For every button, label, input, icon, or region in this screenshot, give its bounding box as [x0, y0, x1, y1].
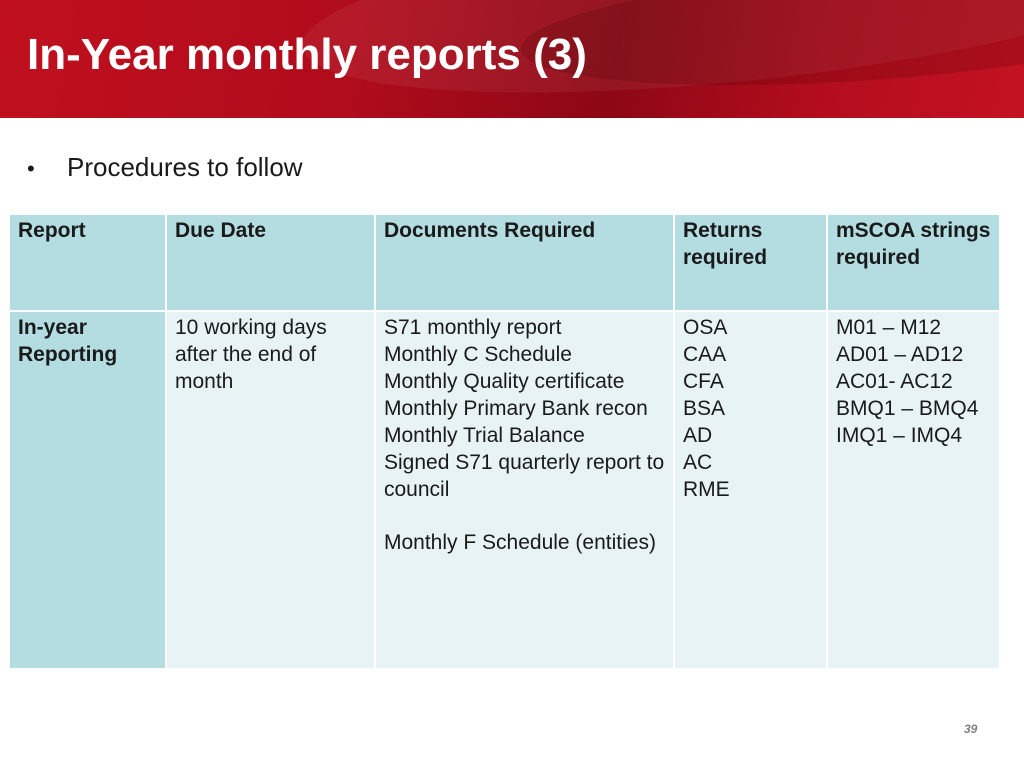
header-due-date: Due Date	[166, 214, 375, 311]
return-item: OSA	[683, 316, 728, 339]
mscoa-item: M01 – M12	[836, 316, 942, 339]
document-item: Monthly Primary Bank recon	[384, 397, 648, 420]
mscoa-item: AD01 – AD12	[836, 343, 964, 366]
cell-returns	[674, 311, 827, 669]
header-report: Report	[9, 214, 166, 311]
page-number: 39	[964, 722, 978, 736]
document-item: Monthly C Schedule	[384, 343, 572, 366]
cell-report: In-year Reporting	[9, 311, 166, 669]
mscoa-item: BMQ1 – BMQ4	[836, 397, 979, 420]
header-mscoa-strings: mSCOA strings required	[827, 214, 1000, 311]
cell-due-date: 10 working days after the end of month	[166, 311, 375, 669]
document-gap	[384, 503, 665, 529]
return-item: AC	[683, 451, 713, 474]
return-item: CAA	[683, 343, 727, 366]
mscoa-item: IMQ1 – IMQ4	[836, 424, 963, 447]
cell-mscoa	[827, 311, 1000, 669]
return-item: BSA	[683, 397, 726, 420]
document-item: Monthly F Schedule (entities)	[384, 531, 656, 554]
reports-table	[8, 213, 1001, 670]
intro-text: Procedures to follow	[67, 152, 303, 182]
cell-documents	[375, 311, 674, 669]
bullet-icon: •	[27, 156, 35, 181]
document-item: Monthly Quality certificate	[384, 370, 625, 393]
return-item: CFA	[683, 370, 724, 393]
header-returns-required: Returns required	[674, 214, 827, 311]
document-item: S71 monthly report	[384, 316, 562, 339]
slide-title: In-Year monthly reports (3)	[27, 30, 587, 79]
document-item: Monthly Trial Balance	[384, 424, 585, 447]
table-row	[9, 311, 1000, 669]
table-header-row	[9, 214, 1000, 311]
header-documents-required: Documents Required	[375, 214, 674, 311]
intro-bullet	[27, 152, 303, 183]
mscoa-item: AC01- AC12	[836, 370, 953, 393]
return-item: RME	[683, 478, 730, 501]
document-item: Signed S71 quarterly report to council	[384, 451, 665, 501]
return-item: AD	[683, 424, 713, 447]
